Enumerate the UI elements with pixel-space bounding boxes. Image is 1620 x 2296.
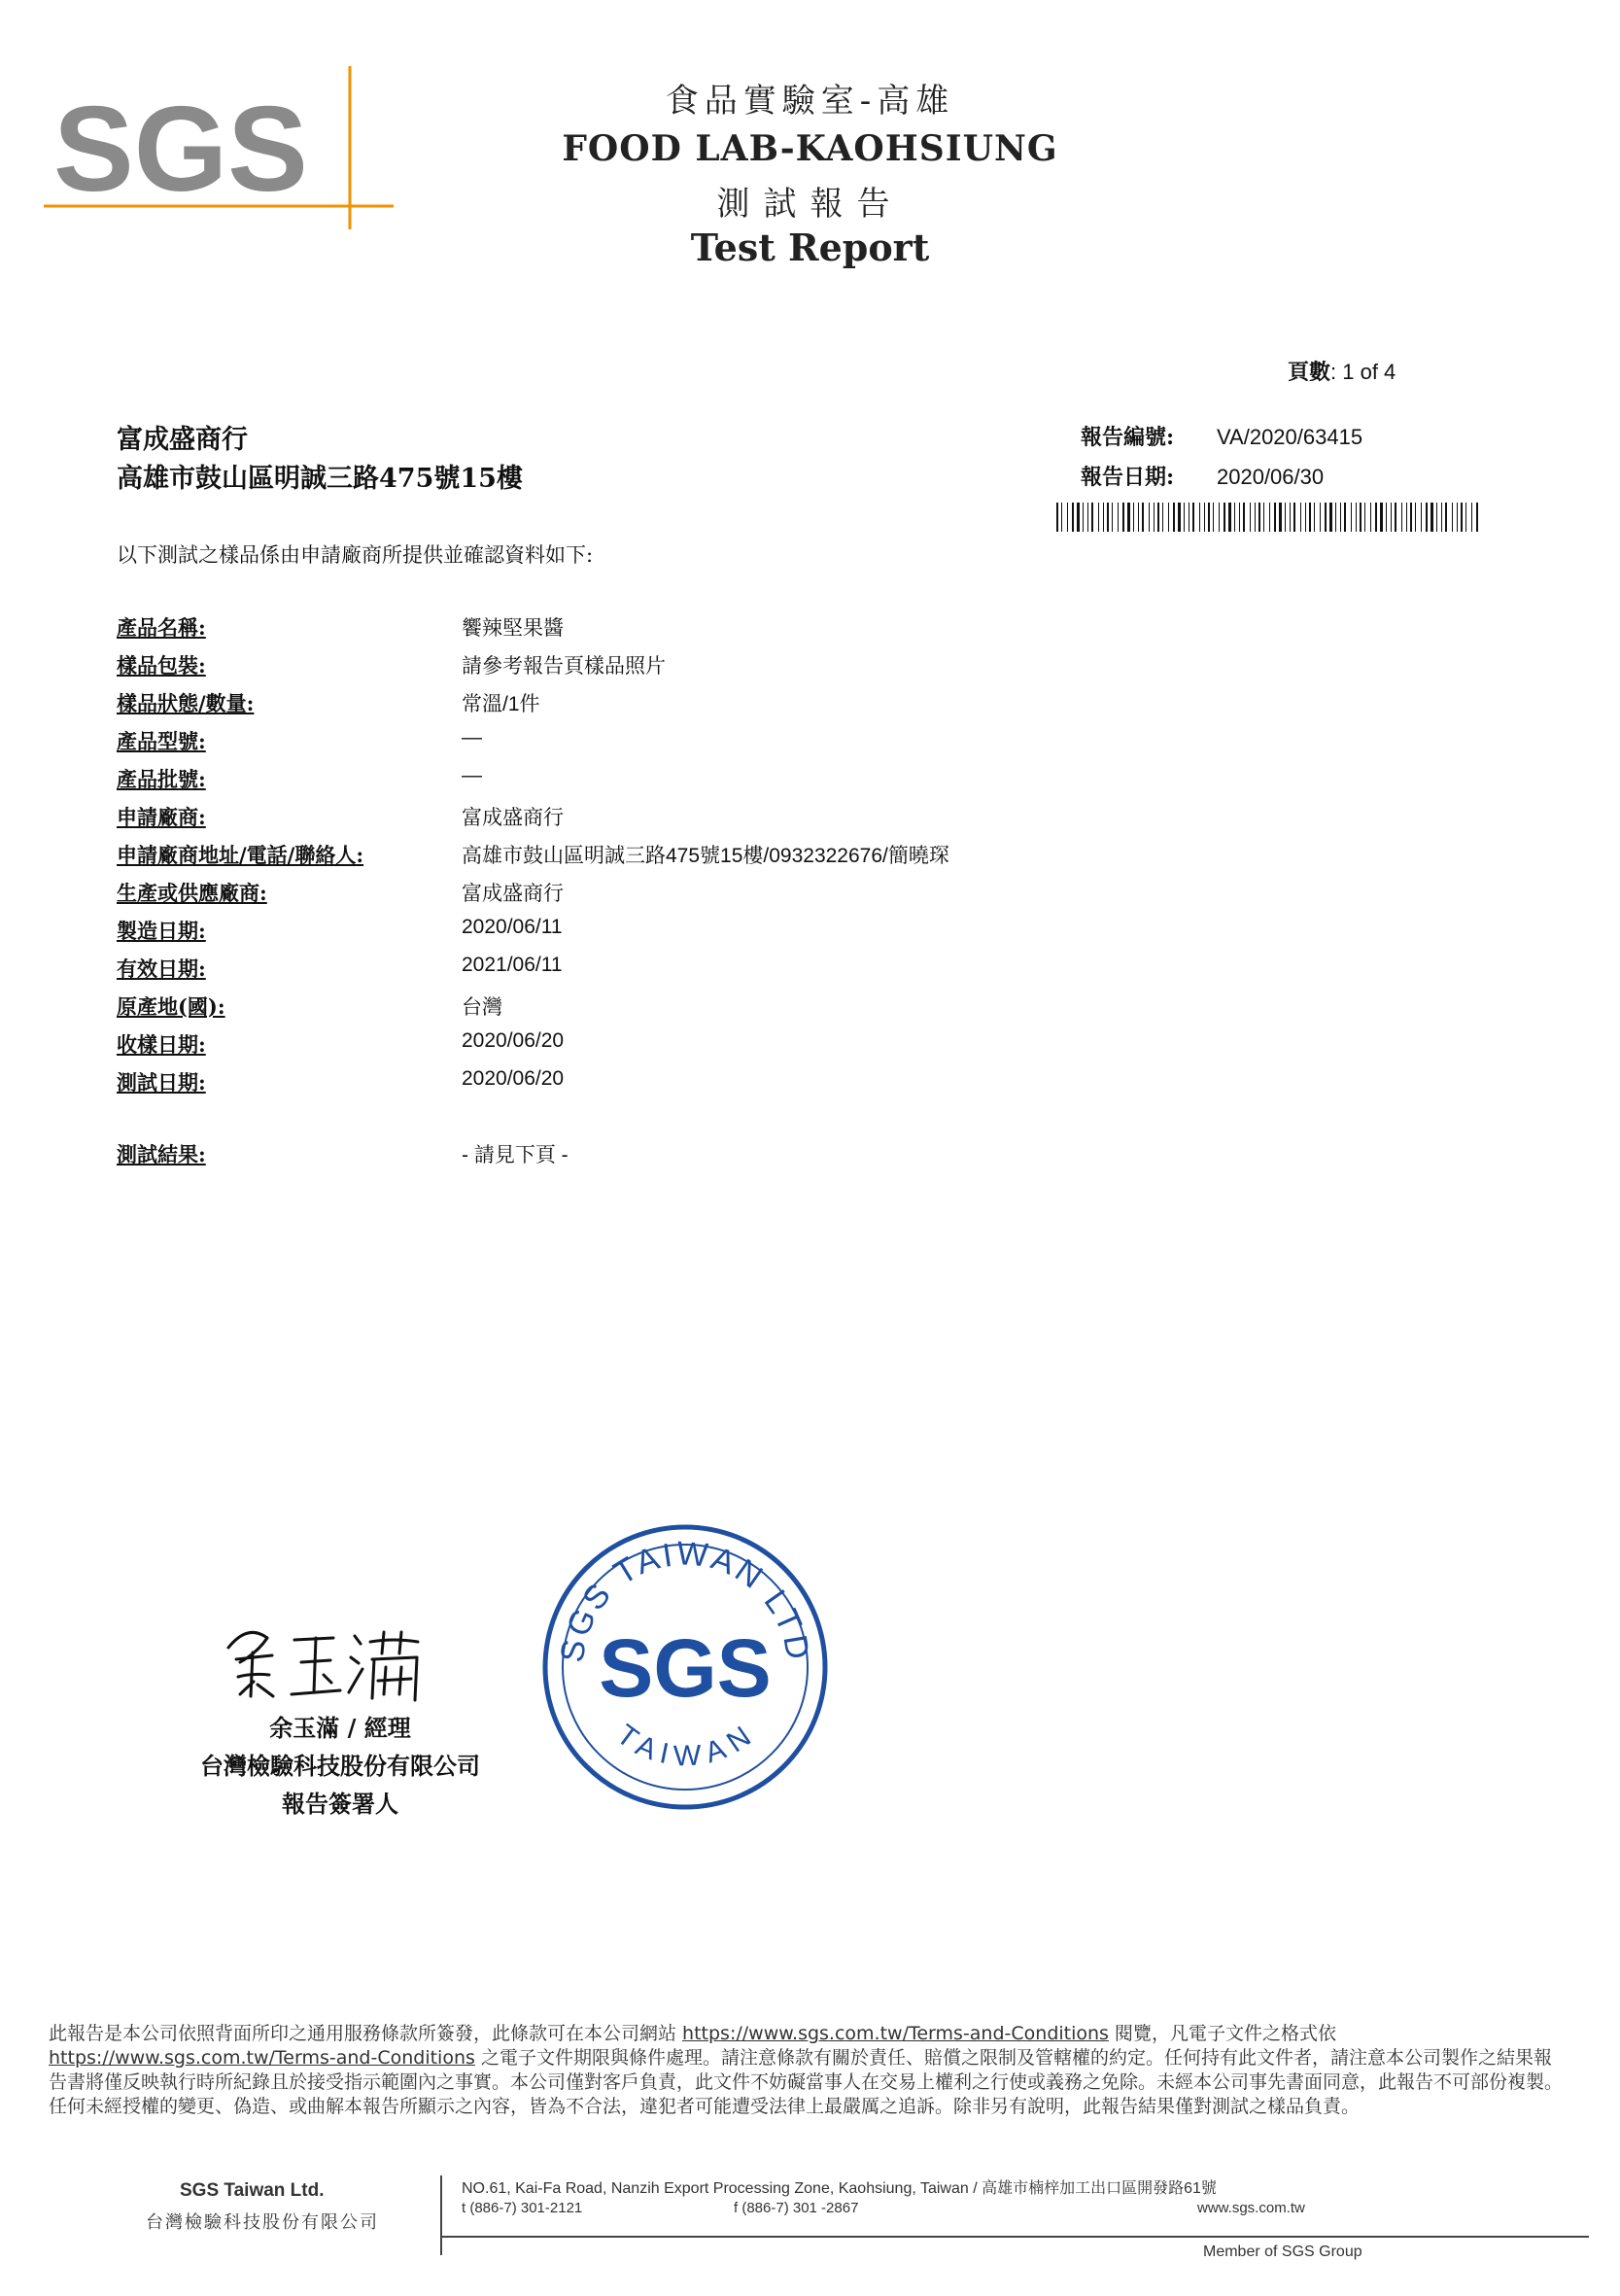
client-address: 高雄市鼓山區明誠三路475號15樓 xyxy=(117,464,523,494)
barcode-bar xyxy=(1122,503,1124,532)
barcode-bar xyxy=(1112,503,1113,532)
lab-name-cn: 食品實驗室-高雄 xyxy=(665,82,955,121)
barcode-bar xyxy=(1269,503,1270,532)
barcode-bar xyxy=(1452,503,1453,532)
signatory-company: 台灣檢驗科技股份有限公司 xyxy=(200,1752,480,1780)
sgs-taiwan-seal xyxy=(539,1521,831,1813)
barcode-bar xyxy=(1309,503,1311,532)
field-label: 申請廠商地址/電話/聯絡人: xyxy=(117,843,364,867)
barcode-bar xyxy=(1234,503,1235,532)
field-row xyxy=(117,650,1477,679)
barcode-bar xyxy=(1410,503,1412,532)
footer-member-text: Member of SGS Group xyxy=(1203,2244,1362,2260)
barcode-bar xyxy=(1340,503,1341,532)
barcode-bar xyxy=(1184,503,1185,532)
barcode-bar xyxy=(1228,503,1231,532)
seal-ring-bottom: TAIWAN xyxy=(610,1719,760,1773)
field-label: 有效日期: xyxy=(117,957,206,981)
seal-ring-top: SGS TAIWAN LTD xyxy=(553,1535,817,1665)
page-number-value: : 1 of 4 xyxy=(1330,360,1396,384)
barcode-bar xyxy=(1168,503,1169,532)
field-value: 富成盛商行 xyxy=(462,883,564,905)
barcode-bar xyxy=(1395,503,1396,532)
barcode-bar xyxy=(1157,503,1159,532)
barcode-bar xyxy=(1325,503,1327,532)
barcode-bar xyxy=(1344,503,1346,532)
report-date-row xyxy=(1081,461,1324,491)
test-result-row xyxy=(117,1139,1477,1168)
field-value: 2020/06/20 xyxy=(462,1067,565,1090)
barcode-bar xyxy=(1360,503,1361,532)
field-row xyxy=(117,688,1477,717)
barcode-bar xyxy=(1351,503,1352,532)
footer-fax: f (886-7) 301 -2867 xyxy=(734,2200,859,2216)
barcode-bar xyxy=(1178,503,1181,532)
footer-telephone: t (886-7) 301-2121 xyxy=(462,2200,583,2216)
barcode-bar xyxy=(1087,503,1088,532)
barcode-bar xyxy=(1430,503,1433,532)
barcode-bar xyxy=(1067,503,1068,532)
barcode-bar xyxy=(1406,503,1407,532)
barcode-bar xyxy=(1118,503,1119,532)
barcode-bar xyxy=(1401,503,1402,532)
barcode-bar xyxy=(1386,503,1387,532)
field-value: 饗辣堅果醬 xyxy=(462,617,564,640)
barcode-bar xyxy=(1471,503,1472,532)
footer-company-en: SGS Taiwan Ltd. xyxy=(180,2180,325,2201)
field-value: 高雄市鼓山區明誠三路475號15樓/0932322676/簡曉琛 xyxy=(462,845,949,867)
field-row xyxy=(117,802,1477,831)
field-value: 台灣 xyxy=(462,996,502,1019)
barcode-bar xyxy=(1154,503,1155,532)
field-value: 富成盛商行 xyxy=(462,807,564,829)
field-label: 測試日期: xyxy=(117,1070,206,1095)
field-value: 常溫/1件 xyxy=(462,693,540,715)
barcode-bar xyxy=(1208,503,1210,532)
page-number-label: 頁數 xyxy=(1288,360,1331,385)
barcode-bar xyxy=(1204,503,1205,532)
disclaimer xyxy=(49,2022,1565,2119)
barcode-bar xyxy=(1061,503,1062,532)
field-row xyxy=(117,954,1477,983)
field-row xyxy=(117,878,1477,907)
field-row xyxy=(117,726,1477,755)
barcode-bar xyxy=(1314,503,1315,532)
report-number: VA/2020/63415 xyxy=(1217,425,1363,449)
barcode-bar xyxy=(1142,503,1144,532)
field-label: 產品名稱: xyxy=(117,615,206,640)
barcode-bar xyxy=(1103,503,1104,532)
field-row xyxy=(117,916,1477,945)
barcode-bar xyxy=(1263,503,1264,532)
footer-company-cn: 台灣檢驗科技股份有限公司 xyxy=(146,2212,379,2233)
barcode-bar xyxy=(1320,503,1321,532)
lab-name-en: FOOD LAB-KAOHSIUNG xyxy=(562,128,1058,169)
barcode-bar xyxy=(1290,503,1291,532)
footer-website[interactable]: www.sgs.com.tw xyxy=(1197,2200,1305,2216)
seal-center-text: SGS xyxy=(599,1622,772,1714)
footer-address: NO.61, Kai-Fa Road, Nanzih Export Processing Zone, Kaohsiung, Taiwan / 高雄市楠梓加工出口區開發路61號 xyxy=(462,2180,1217,2197)
barcode-bar xyxy=(1083,503,1084,532)
field-label: 樣品狀態/數量: xyxy=(117,691,255,715)
terms-link[interactable]: https://www.sgs.com.tw/Terms-and-Conditions xyxy=(682,2023,1109,2044)
field-label: 原產地(國): xyxy=(117,994,225,1019)
footer-divider-horizontal xyxy=(442,2236,1589,2238)
barcode-bar xyxy=(1279,503,1282,532)
barcode-bar xyxy=(1173,503,1175,532)
barcode-bar xyxy=(1199,503,1200,532)
field-row xyxy=(117,764,1477,793)
report-number-label: 報告編號: xyxy=(1081,425,1175,450)
field-label: 產品型號: xyxy=(117,729,206,753)
barcode xyxy=(1056,503,1484,532)
barcode-bar xyxy=(1192,503,1194,532)
report-number-row xyxy=(1081,421,1362,451)
barcode-bar xyxy=(1077,503,1080,532)
field-label: 申請廠商: xyxy=(117,805,206,829)
barcode-bar xyxy=(1465,503,1466,532)
field-value: 2020/06/11 xyxy=(462,916,563,938)
barcode-bar xyxy=(1476,503,1478,532)
barcode-bar xyxy=(1072,503,1074,532)
barcode-bar xyxy=(1293,503,1295,532)
field-row xyxy=(117,612,1477,642)
field-label: 產品批號: xyxy=(117,767,206,791)
barcode-bar xyxy=(1461,503,1463,532)
report-date-label: 報告日期: xyxy=(1081,465,1175,490)
field-row xyxy=(117,1067,1477,1096)
sgs-logo-text: SGS xyxy=(53,83,308,217)
field-row xyxy=(117,991,1477,1021)
field-row xyxy=(117,840,1477,869)
barcode-bar xyxy=(1219,503,1220,532)
barcode-bar xyxy=(1243,503,1245,532)
report-title-en: Test Report xyxy=(690,226,930,269)
barcode-bar xyxy=(1107,503,1109,532)
field-label: 樣品包裝: xyxy=(117,653,206,678)
barcode-bar xyxy=(1239,503,1240,532)
field-value: 2021/06/11 xyxy=(462,954,563,976)
barcode-bar xyxy=(1421,503,1422,532)
report-date: 2020/06/30 xyxy=(1217,465,1325,489)
barcode-bar xyxy=(1445,503,1447,532)
barcode-bar xyxy=(1098,503,1099,532)
footer-divider-vertical xyxy=(440,2175,442,2255)
barcode-bar xyxy=(1138,503,1139,532)
barcode-bar xyxy=(1329,503,1332,532)
barcode-bar xyxy=(1380,503,1383,532)
barcode-bar xyxy=(1127,503,1130,532)
barcode-bar xyxy=(1133,503,1134,532)
barcode-bar xyxy=(1415,503,1416,532)
barcode-bar xyxy=(1149,503,1150,532)
barcode-bar xyxy=(1250,503,1251,532)
barcode-bar xyxy=(1285,503,1286,532)
field-row xyxy=(117,1029,1477,1059)
barcode-bar xyxy=(1056,503,1058,532)
field-label: 生產或供應廠商: xyxy=(117,881,267,905)
field-value: 請參考報告頁樣品照片 xyxy=(462,655,666,678)
barcode-bar xyxy=(1436,503,1437,532)
barcode-bar xyxy=(1391,503,1392,532)
handwritten-signature xyxy=(219,1609,432,1706)
disclaimer-text-1: 此報告是本公司依照背面所印之通用服務條款所簽發，此條款可在本公司網站 xyxy=(49,2023,683,2044)
terms-link[interactable]: https://www.sgs.com.tw/Terms-and-Conditions xyxy=(49,2047,475,2069)
barcode-bar xyxy=(1091,503,1093,532)
barcode-bar xyxy=(1305,503,1306,532)
barcode-bar xyxy=(1255,503,1256,532)
report-title-cn: 測試報告 xyxy=(716,185,904,224)
barcode-bar xyxy=(1162,503,1163,532)
signatory-name-title: 余玉滿 / 經理 xyxy=(269,1714,411,1742)
intro-text: 以下測試之樣品係由申請廠商所提供並確認資料如下: xyxy=(117,543,594,567)
barcode-bar xyxy=(1441,503,1442,532)
test-result-value: - 請見下頁 - xyxy=(462,1144,569,1166)
barcode-bar xyxy=(1426,503,1428,532)
barcode-bar xyxy=(1370,503,1371,532)
barcode-bar xyxy=(1224,503,1225,532)
barcode-bar xyxy=(1213,503,1214,532)
barcode-bar xyxy=(1258,503,1260,532)
barcode-bar xyxy=(1356,503,1357,532)
field-value: — xyxy=(462,726,482,748)
field-value: — xyxy=(462,764,482,786)
barcode-bar xyxy=(1457,503,1458,532)
field-label: 製造日期: xyxy=(117,919,206,943)
page-number xyxy=(1288,356,1396,386)
field-label: 收樣日期: xyxy=(117,1032,206,1057)
field-value: 2020/06/20 xyxy=(462,1029,565,1052)
client-name: 富成盛商行 xyxy=(117,425,248,455)
disclaimer-text-2: 閱覽，凡電子文件之格式依 xyxy=(1108,2023,1336,2044)
barcode-bar xyxy=(1364,503,1365,532)
barcode-bar xyxy=(1335,503,1336,532)
test-result-label: 測試結果: xyxy=(117,1142,206,1166)
disclaimer-text-3: 之電子文件期限與條件處理。請注意條款有關於責任、賠償之限制及管轄權的約定。任何持有此文件者，請注意本公司製作之結果報告書將僅反映執行時所紀錄且於接受指示範圍內之事實。本公司僅對客戶負責，此文件不妨礙當事人在交易上權利之行使或義務之免除。未經本公司事先書面同意，此報告不可部份複製。任何未經授權的變更、偽造、或曲解本報告所顯示之內容，皆為不合法，違犯者可能遭受法律上最嚴厲之追訴。除非另有說明，此報告結果僅對測試之樣品負責。 xyxy=(49,2047,1564,2117)
barcode-bar xyxy=(1274,503,1276,532)
barcode-bar xyxy=(1300,503,1301,532)
signatory-role: 報告簽署人 xyxy=(282,1790,398,1818)
barcode-bar xyxy=(1375,503,1377,532)
